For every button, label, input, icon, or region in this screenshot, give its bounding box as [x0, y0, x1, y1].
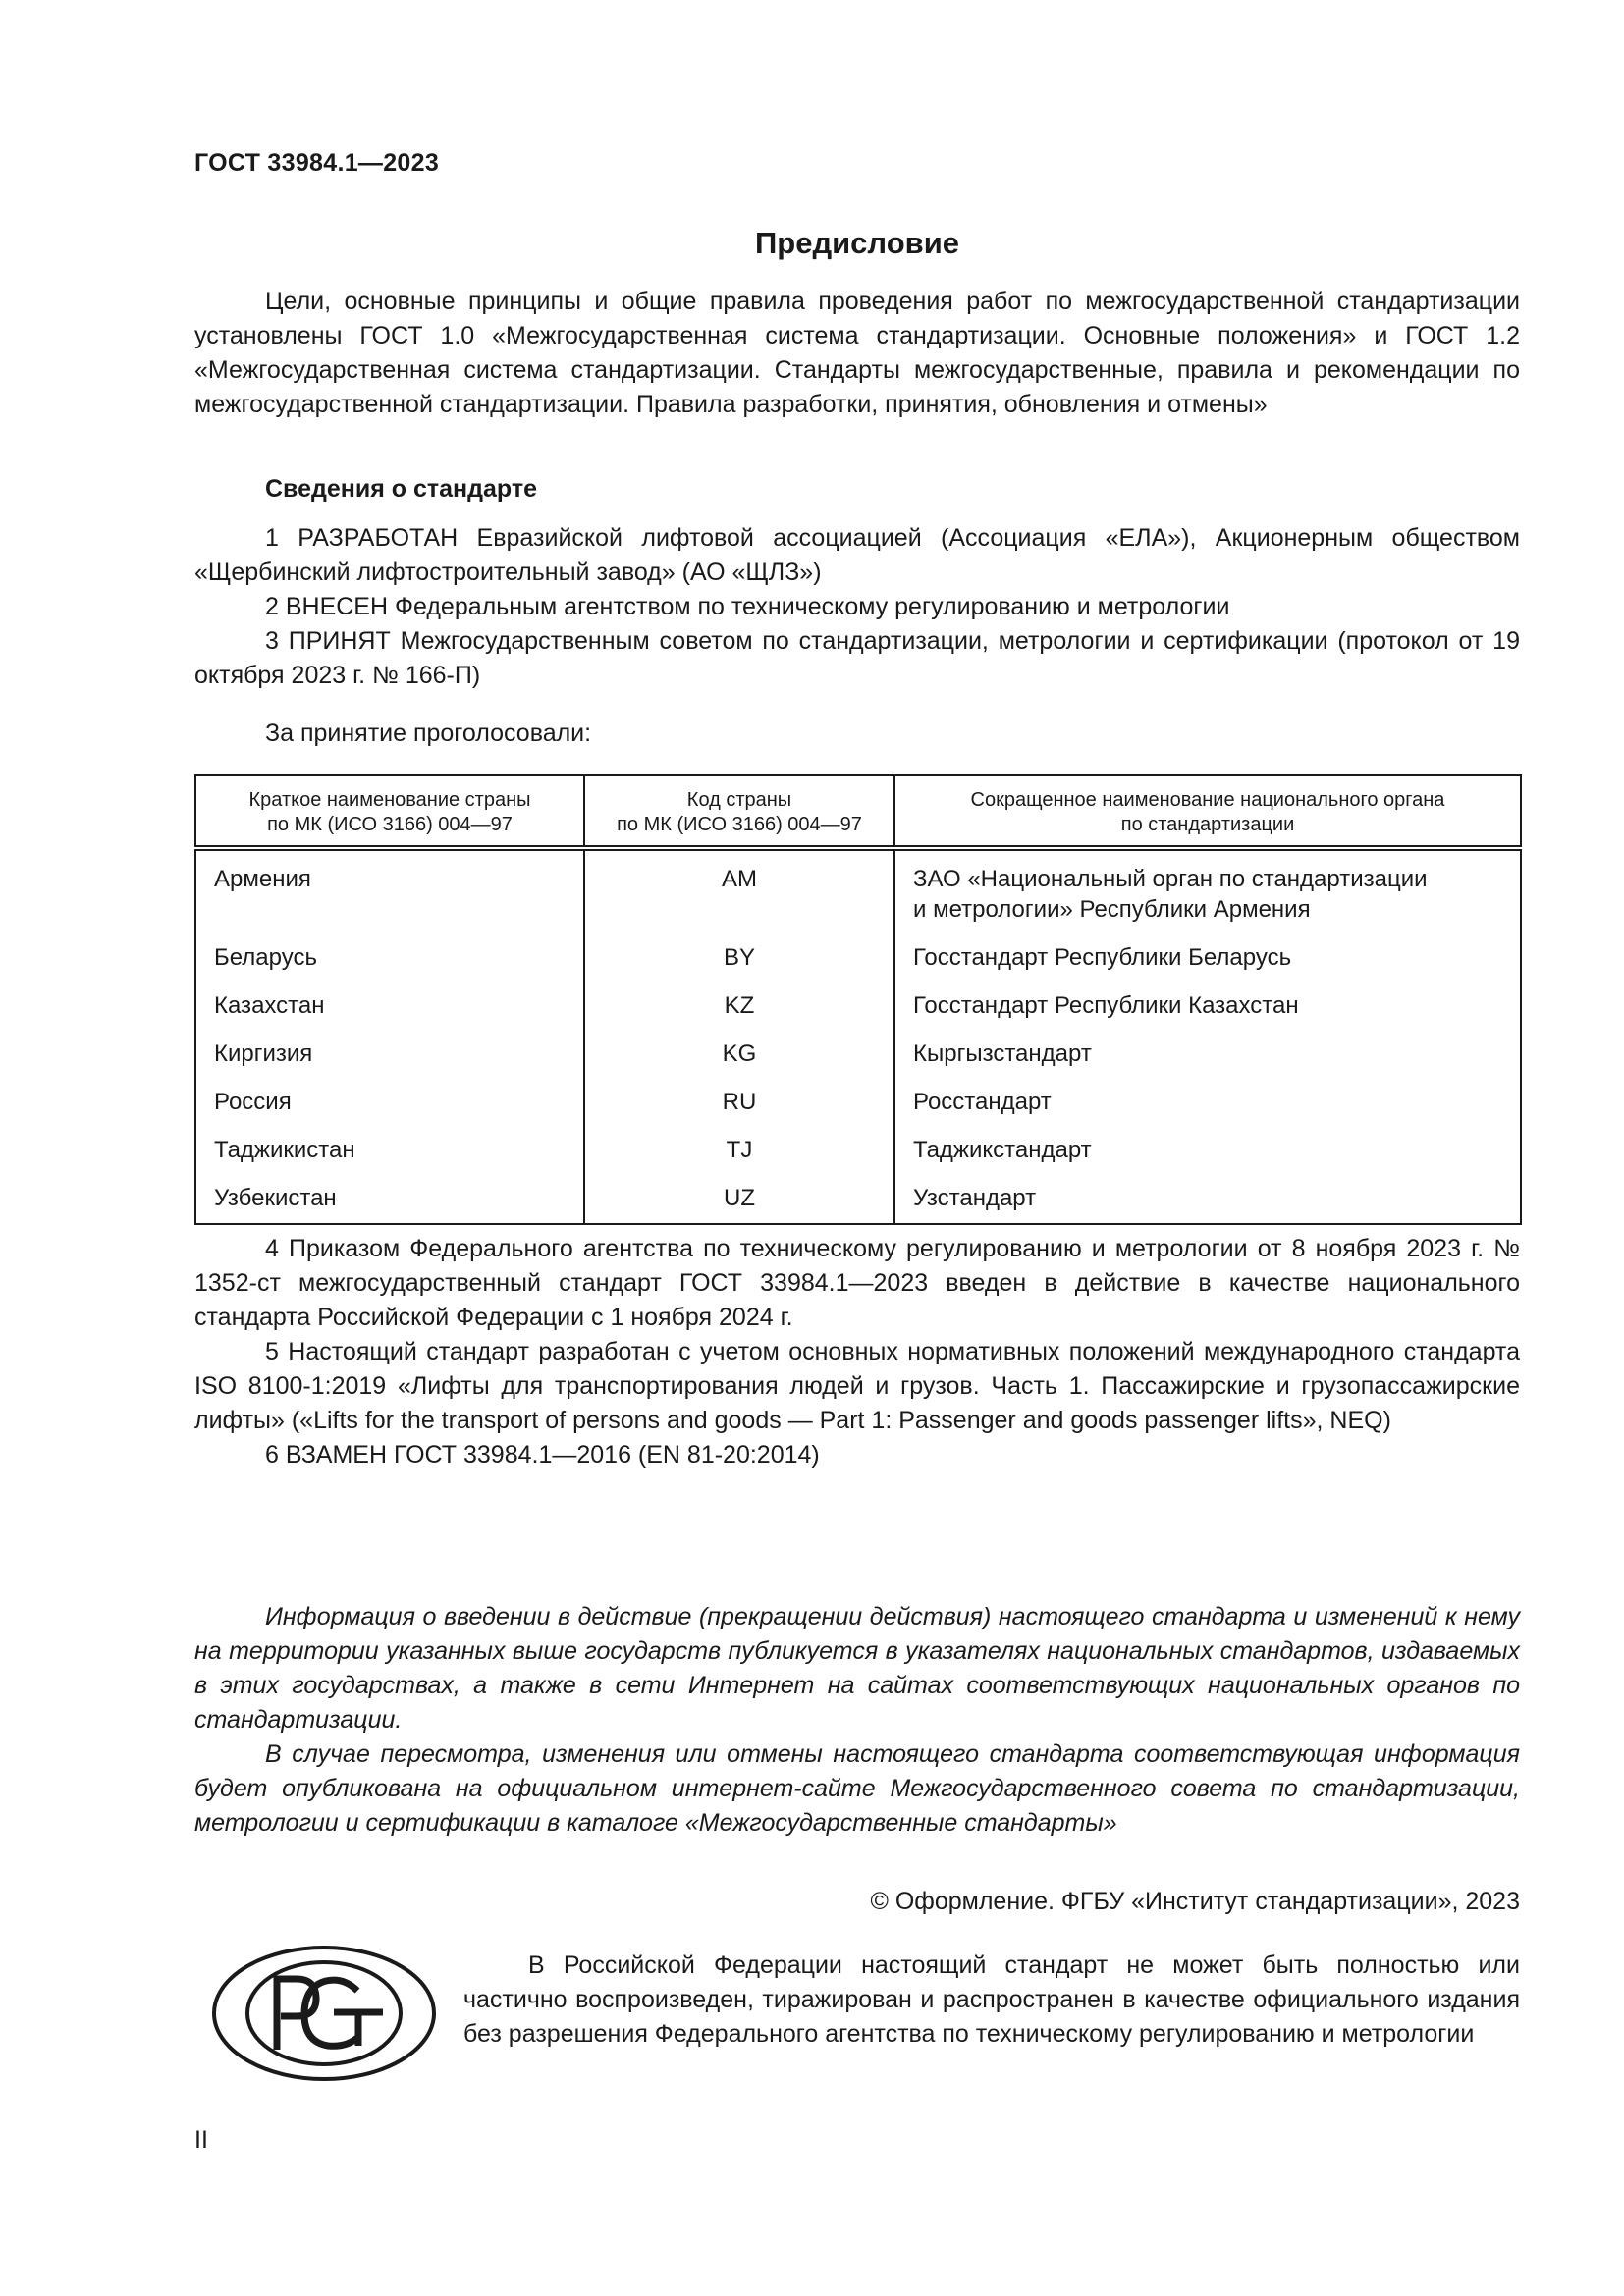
- publication-info-paragraph-2: В случае пересмотра, изменения или отмены настоящего стандарта соответствующая информация будет опубликована на официальном интернет-сайте Межгосударственного совета по стандартизации, метрологии и сертификации в каталоге «Межгосударственные стандарты»: [194, 1740, 1520, 1837]
- info-item-4: 4 Приказом Федерального агентства по техническому регулированию и метрологии от 8 ноября 2023 г. № 1352-ст межгосударственный стандарт ГОСТ 33984.1—2023 введен в действие в качестве национального стандарта Российской Федерации с 1 ноября 2024 г.: [194, 1235, 1520, 1331]
- header-code: [584, 775, 894, 848]
- info-item-2: 2 ВНЕСЕН Федеральным агентством по техническому регулированию и метрологии: [265, 593, 1230, 620]
- info-item-3: 3 ПРИНЯТ Межгосударственным советом по стандартизации, метрологии и сертификации (протокол от 19 октября 2023 г. № 166-П): [194, 627, 1520, 689]
- table-row: [195, 982, 1521, 1030]
- header-body-line-1: Сокращенное наименование национального органа: [970, 789, 1445, 811]
- copyright-notice: [463, 1949, 1520, 2052]
- body-cell-line-1: ЗАО «Национальный орган по стандартизации: [913, 866, 1428, 892]
- body-cell: Кыргызстандарт: [894, 1030, 1521, 1078]
- country-cell: Беларусь: [195, 934, 584, 982]
- intro-section: [194, 285, 1520, 422]
- table-row: [195, 1078, 1521, 1126]
- info-section: [194, 521, 1520, 693]
- info-item-1: 1 РАЗРАБОТАН Евразийской лифтовой ассоциацией (Ассоциация «ЕЛА»), Акционерным обществом «Щербинский лифтостроительный завод» (АО «ЩЛЗ»): [194, 524, 1520, 586]
- code-cell: KG: [584, 1030, 894, 1078]
- body-cell: [894, 848, 1521, 934]
- table-row: [195, 1030, 1521, 1078]
- countries-table: [194, 774, 1522, 1225]
- body-cell: Госстандарт Республики Беларусь: [894, 934, 1521, 982]
- table-row: [195, 1174, 1521, 1224]
- voted-label: За принятие проголосовали:: [265, 720, 592, 747]
- header-country: [195, 775, 584, 848]
- body-cell: Росстандарт: [894, 1078, 1521, 1126]
- info-item-5: 5 Настоящий стандарт разработан с учетом основных нормативных положений международного стандарта ISO 8100-1:2019 «Лифты для транспортирования людей и грузов. Часть 1. Пассажирские и грузопассажирские лифты» («Lifts for the transport of persons and goods — Part 1: Passenger and goods passenger lifts», NEQ): [194, 1338, 1520, 1434]
- header-code-line-1: Код страны: [686, 789, 792, 811]
- table-row: [195, 1126, 1521, 1174]
- table-row: [195, 934, 1521, 982]
- country-cell: Таджикистан: [195, 1126, 584, 1174]
- copyright-notice-text: В Российской Федерации настоящий стандарт не может быть полностью или частично воспроизведен, тиражирован и распространен в качестве официального издания без разрешения Федерального агентства по техническому регулированию и метрологии: [463, 1951, 1520, 2048]
- document-header: ГОСТ 33984.1—2023: [194, 149, 440, 177]
- subheading: Сведения о стандарте: [265, 475, 538, 503]
- country-cell: Россия: [195, 1078, 584, 1126]
- table-row: [195, 848, 1521, 934]
- info-item-6: 6 ВЗАМЕН ГОСТ 33984.1—2016 (EN 81-20:2014): [265, 1441, 820, 1468]
- intro-paragraph: Цели, основные принципы и общие правила проведения работ по межгосударственной стандартизации установлены ГОСТ 1.0 «Межгосударственная система стандартизации. Основные положения» и ГОСТ 1.2 «Межгосударственная система стандартизации. Стандарты межгосударственные, правила и рекомендации по межгосударственной стандартизации. Правила разработки, принятия, обновления и отмены»: [194, 288, 1520, 418]
- body-cell: Госстандарт Республики Казахстан: [894, 982, 1521, 1030]
- page-title: Предисловие: [754, 226, 959, 260]
- header-code-line-2: по МК (ИСО 3166) 004—97: [617, 814, 862, 835]
- body-cell: Таджикстандарт: [894, 1126, 1521, 1174]
- country-cell: Узбекистан: [195, 1174, 584, 1224]
- publication-info-paragraph-1: Информация о введении в действие (прекращении действия) настоящего стандарта и изменений к нему на территории указанных выше государств публикуется в указателях национальных стандартов, издаваемых в этих государствах, а также в сети Интернет на сайтах соответствующих национальных органов по стандартизации.: [194, 1603, 1520, 1734]
- header-body: [894, 775, 1521, 848]
- body-cell-line-2: и метрологии» Республики Армения: [913, 896, 1311, 923]
- page-number: II: [194, 2126, 208, 2154]
- copyright-line: © Оформление. ФГБУ «Институт стандартизации», 2023: [870, 1888, 1520, 1915]
- rst-logo-icon: [210, 1944, 438, 2083]
- code-cell: UZ: [584, 1174, 894, 1224]
- after-table-section: [194, 1232, 1520, 1472]
- code-cell: TJ: [584, 1126, 894, 1174]
- header-body-line-2: по стандартизации: [1120, 814, 1295, 835]
- country-cell: Киргизия: [195, 1030, 584, 1078]
- code-cell: KZ: [584, 982, 894, 1030]
- code-cell: RU: [584, 1078, 894, 1126]
- code-cell: BY: [584, 934, 894, 982]
- table-header-row: [195, 775, 1521, 848]
- code-cell: AM: [584, 848, 894, 934]
- body-cell: Узстандарт: [894, 1174, 1521, 1224]
- country-cell: Казахстан: [195, 982, 584, 1030]
- country-cell: Армения: [195, 848, 584, 934]
- header-country-line-2: по МК (ИСО 3166) 004—97: [267, 814, 513, 835]
- header-country-line-1: Краткое наименование страны: [248, 789, 531, 811]
- publication-info: [194, 1600, 1520, 1841]
